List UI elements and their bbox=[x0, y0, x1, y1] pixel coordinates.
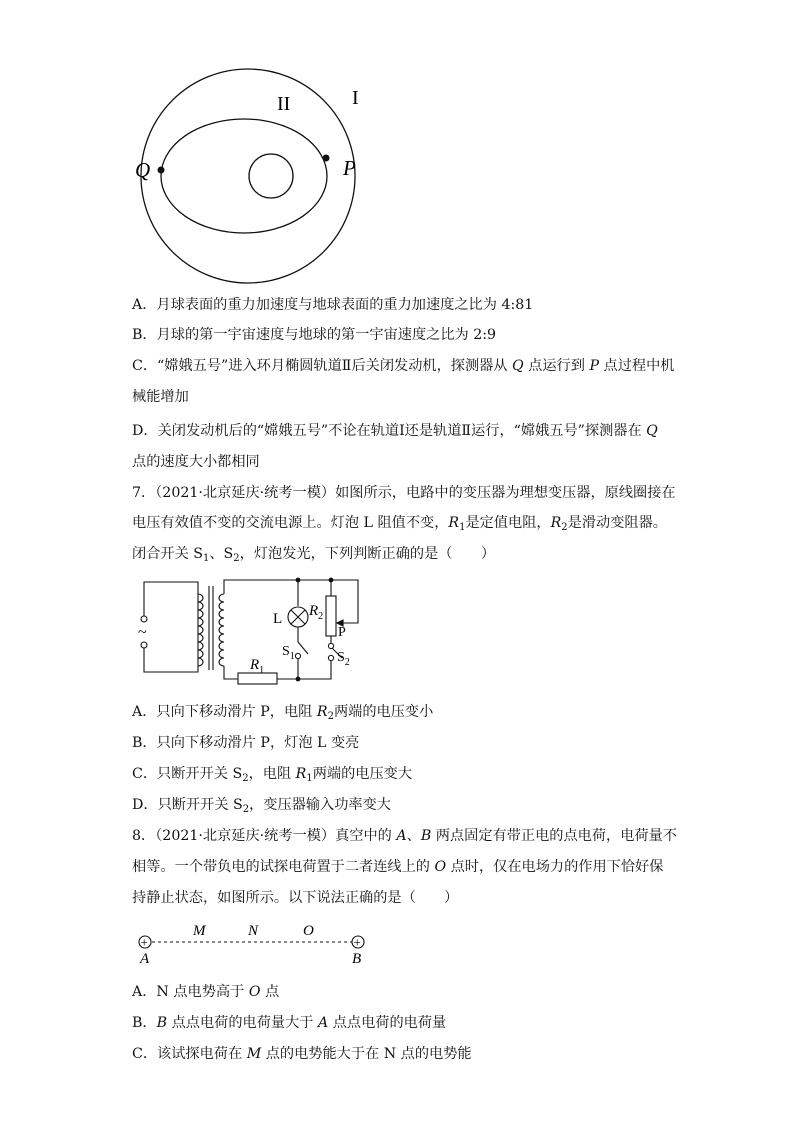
primary-wire bbox=[144, 582, 198, 672]
label-r2 bbox=[308, 603, 323, 622]
label-N: N bbox=[248, 923, 259, 939]
label-slider-p: P bbox=[338, 625, 346, 640]
text: C．“嫦娥五号”进入环月椭圆轨道Ⅱ后关闭发动机，探测器从 bbox=[132, 358, 513, 374]
q7-option-a bbox=[132, 702, 433, 727]
text: D．关闭发动机后的“嫦娥五号”不论在轨道Ⅰ还是轨道Ⅱ运行，“嫦娥五号”探测器在 bbox=[132, 423, 647, 439]
secondary-bottom-wire bbox=[224, 666, 238, 679]
q7-stem-line3 bbox=[132, 544, 495, 569]
r2-sub: 2 bbox=[318, 611, 324, 622]
r2-resistor bbox=[326, 596, 336, 636]
sub: 1 bbox=[306, 773, 313, 784]
r2-letter: R bbox=[309, 603, 319, 619]
text: 闭合开关 S bbox=[132, 546, 203, 562]
q6-option-b: B．月球的第一宇宙速度与地球的第一宇宙速度之比为 2:9 bbox=[132, 327, 497, 343]
source-symbol: ~ bbox=[138, 624, 147, 641]
var-q: Q bbox=[646, 423, 658, 439]
label-II: II bbox=[277, 93, 291, 115]
text: ，变压器输入功率变大 bbox=[249, 797, 391, 813]
s2-sub: 2 bbox=[344, 657, 350, 668]
point-P-dot bbox=[323, 155, 330, 162]
label-s1 bbox=[282, 644, 295, 662]
label-Q: Q bbox=[135, 158, 151, 182]
label-A: A bbox=[140, 951, 150, 967]
label-M: M bbox=[193, 923, 206, 939]
q6-option-d-line1 bbox=[132, 421, 658, 441]
r1-sub: 1 bbox=[259, 665, 265, 676]
var-r: R bbox=[295, 766, 307, 782]
text: A．N 点电势高于 bbox=[132, 984, 249, 1000]
text: 点过程中机 bbox=[599, 358, 675, 374]
text: 是滑动变阻器。 bbox=[567, 515, 667, 531]
q8-stem-line2 bbox=[132, 857, 663, 877]
sub: 1 bbox=[459, 522, 466, 533]
s1-letter: S bbox=[282, 644, 290, 659]
var-q: Q bbox=[512, 358, 524, 374]
text: 点时，仅在电场力的作用下恰好保 bbox=[446, 859, 664, 875]
var-r: R bbox=[550, 515, 562, 531]
text: 两端的电压变小 bbox=[333, 704, 434, 720]
s2-letter: S bbox=[337, 650, 345, 665]
text: C．该试探电荷在 bbox=[132, 1046, 247, 1062]
junction-dot-1 bbox=[296, 578, 301, 583]
orbit-I-circle bbox=[141, 69, 355, 283]
q6-option-a: A．月球表面的重力加速度与地球表面的重力加速度之比为 4:81 bbox=[132, 297, 534, 313]
secondary-coil-icon bbox=[219, 594, 224, 666]
q8-option-a bbox=[132, 982, 279, 1002]
text: 是定值电阻， bbox=[465, 515, 551, 531]
junction-dot-2 bbox=[329, 578, 334, 583]
var-m: M bbox=[246, 1046, 262, 1062]
var-o: O bbox=[434, 859, 447, 875]
sub: 1 bbox=[202, 553, 210, 564]
label-P: P bbox=[343, 156, 356, 180]
sub: 2 bbox=[233, 553, 240, 564]
text: 8．（2021·北京延庆·统考一模）真空中的 bbox=[132, 828, 397, 844]
var-a: A bbox=[317, 1015, 329, 1031]
var-b: B bbox=[156, 1015, 168, 1031]
orbit-figure bbox=[130, 60, 380, 290]
bottom-wire-right bbox=[277, 658, 331, 679]
label-O: O bbox=[303, 923, 314, 939]
q7-option-b: B．只向下移动滑片 P，灯泡 L 变亮 bbox=[132, 735, 360, 751]
label-B: B bbox=[352, 951, 362, 967]
label-lamp: L bbox=[273, 611, 283, 627]
switch-s1-blade bbox=[298, 642, 308, 654]
var-p: P bbox=[589, 358, 599, 374]
source-terminal-top bbox=[141, 616, 147, 622]
primary-coil-icon bbox=[198, 594, 203, 666]
r1-resistor bbox=[238, 673, 277, 684]
q7-stem-line1: 7．（2021·北京延庆·统考一模）如图所示，电路中的变压器为理想变压器，原线圈接在 bbox=[132, 485, 676, 501]
s1-sub: 1 bbox=[289, 651, 295, 662]
q8-stem-line3: 持静止状态，如图所示。以下说法正确的是（ ） bbox=[132, 890, 459, 906]
text: 、S bbox=[209, 546, 234, 562]
r1-letter: R bbox=[250, 657, 260, 673]
text: 两端的电压变大 bbox=[312, 766, 413, 782]
q6-option-d-line2: 点的速度大小都相同 bbox=[132, 454, 260, 470]
switch-s2-pivot bbox=[328, 643, 333, 648]
switch-s2-contact bbox=[328, 655, 333, 660]
sub: 2 bbox=[242, 773, 249, 784]
q6-option-c-line1 bbox=[132, 356, 674, 376]
text: C．只断开开关 S bbox=[132, 766, 243, 782]
q7-option-d bbox=[132, 795, 391, 820]
label-s2 bbox=[337, 650, 350, 668]
text: ，灯泡发光，下列判断正确的是（ ） bbox=[239, 546, 496, 562]
text: 点的电势能大于在 N 点的电势能 bbox=[261, 1046, 472, 1062]
q8-stem-line1 bbox=[132, 826, 677, 846]
q6-option-c-line2: 械能增加 bbox=[132, 389, 189, 405]
var-o: O bbox=[248, 984, 261, 1000]
text: D．只断开开关 S bbox=[132, 797, 243, 813]
text: 点 bbox=[260, 984, 280, 1000]
q7-option-c bbox=[132, 764, 412, 789]
charge-figure bbox=[130, 918, 380, 970]
text: B． bbox=[132, 1015, 157, 1031]
sub: 2 bbox=[242, 804, 250, 815]
orbit-II-ellipse bbox=[161, 119, 327, 233]
text: 相等。一个带负电的试探电荷置于二者连线上的 bbox=[132, 859, 435, 875]
switch-s1-pivot bbox=[295, 653, 300, 658]
sub: 2 bbox=[327, 711, 334, 722]
moon-circle bbox=[249, 154, 293, 198]
sub: 2 bbox=[561, 522, 568, 533]
q7-stem-line2 bbox=[132, 513, 667, 538]
var-r: R bbox=[448, 515, 460, 531]
text: 点点电荷的电荷量大于 bbox=[167, 1015, 318, 1031]
label-I: I bbox=[352, 87, 359, 109]
source-terminal-bottom bbox=[141, 642, 147, 648]
text: 电压有效值不变的交流电源上。灯泡 L 阻值不变， bbox=[132, 515, 449, 531]
q8-option-c bbox=[132, 1044, 472, 1064]
text: ，电阻 bbox=[248, 766, 296, 782]
text: 、 bbox=[406, 828, 421, 844]
var-b: B bbox=[420, 828, 432, 844]
text: A．只向下移动滑片 P，电阻 bbox=[132, 704, 317, 720]
var-a: A bbox=[396, 828, 407, 844]
charge-a-plus: + bbox=[140, 934, 148, 950]
text: 点运行到 bbox=[523, 358, 590, 374]
var-r: R bbox=[316, 704, 328, 720]
circuit-figure bbox=[130, 572, 380, 697]
charge-b-plus: + bbox=[353, 934, 361, 950]
text: 两点固定有带正电的点电荷，电荷量不 bbox=[431, 828, 677, 844]
text: 点点电荷的电荷量 bbox=[328, 1015, 447, 1031]
q8-option-b bbox=[132, 1013, 446, 1033]
point-Q-dot bbox=[158, 167, 165, 174]
